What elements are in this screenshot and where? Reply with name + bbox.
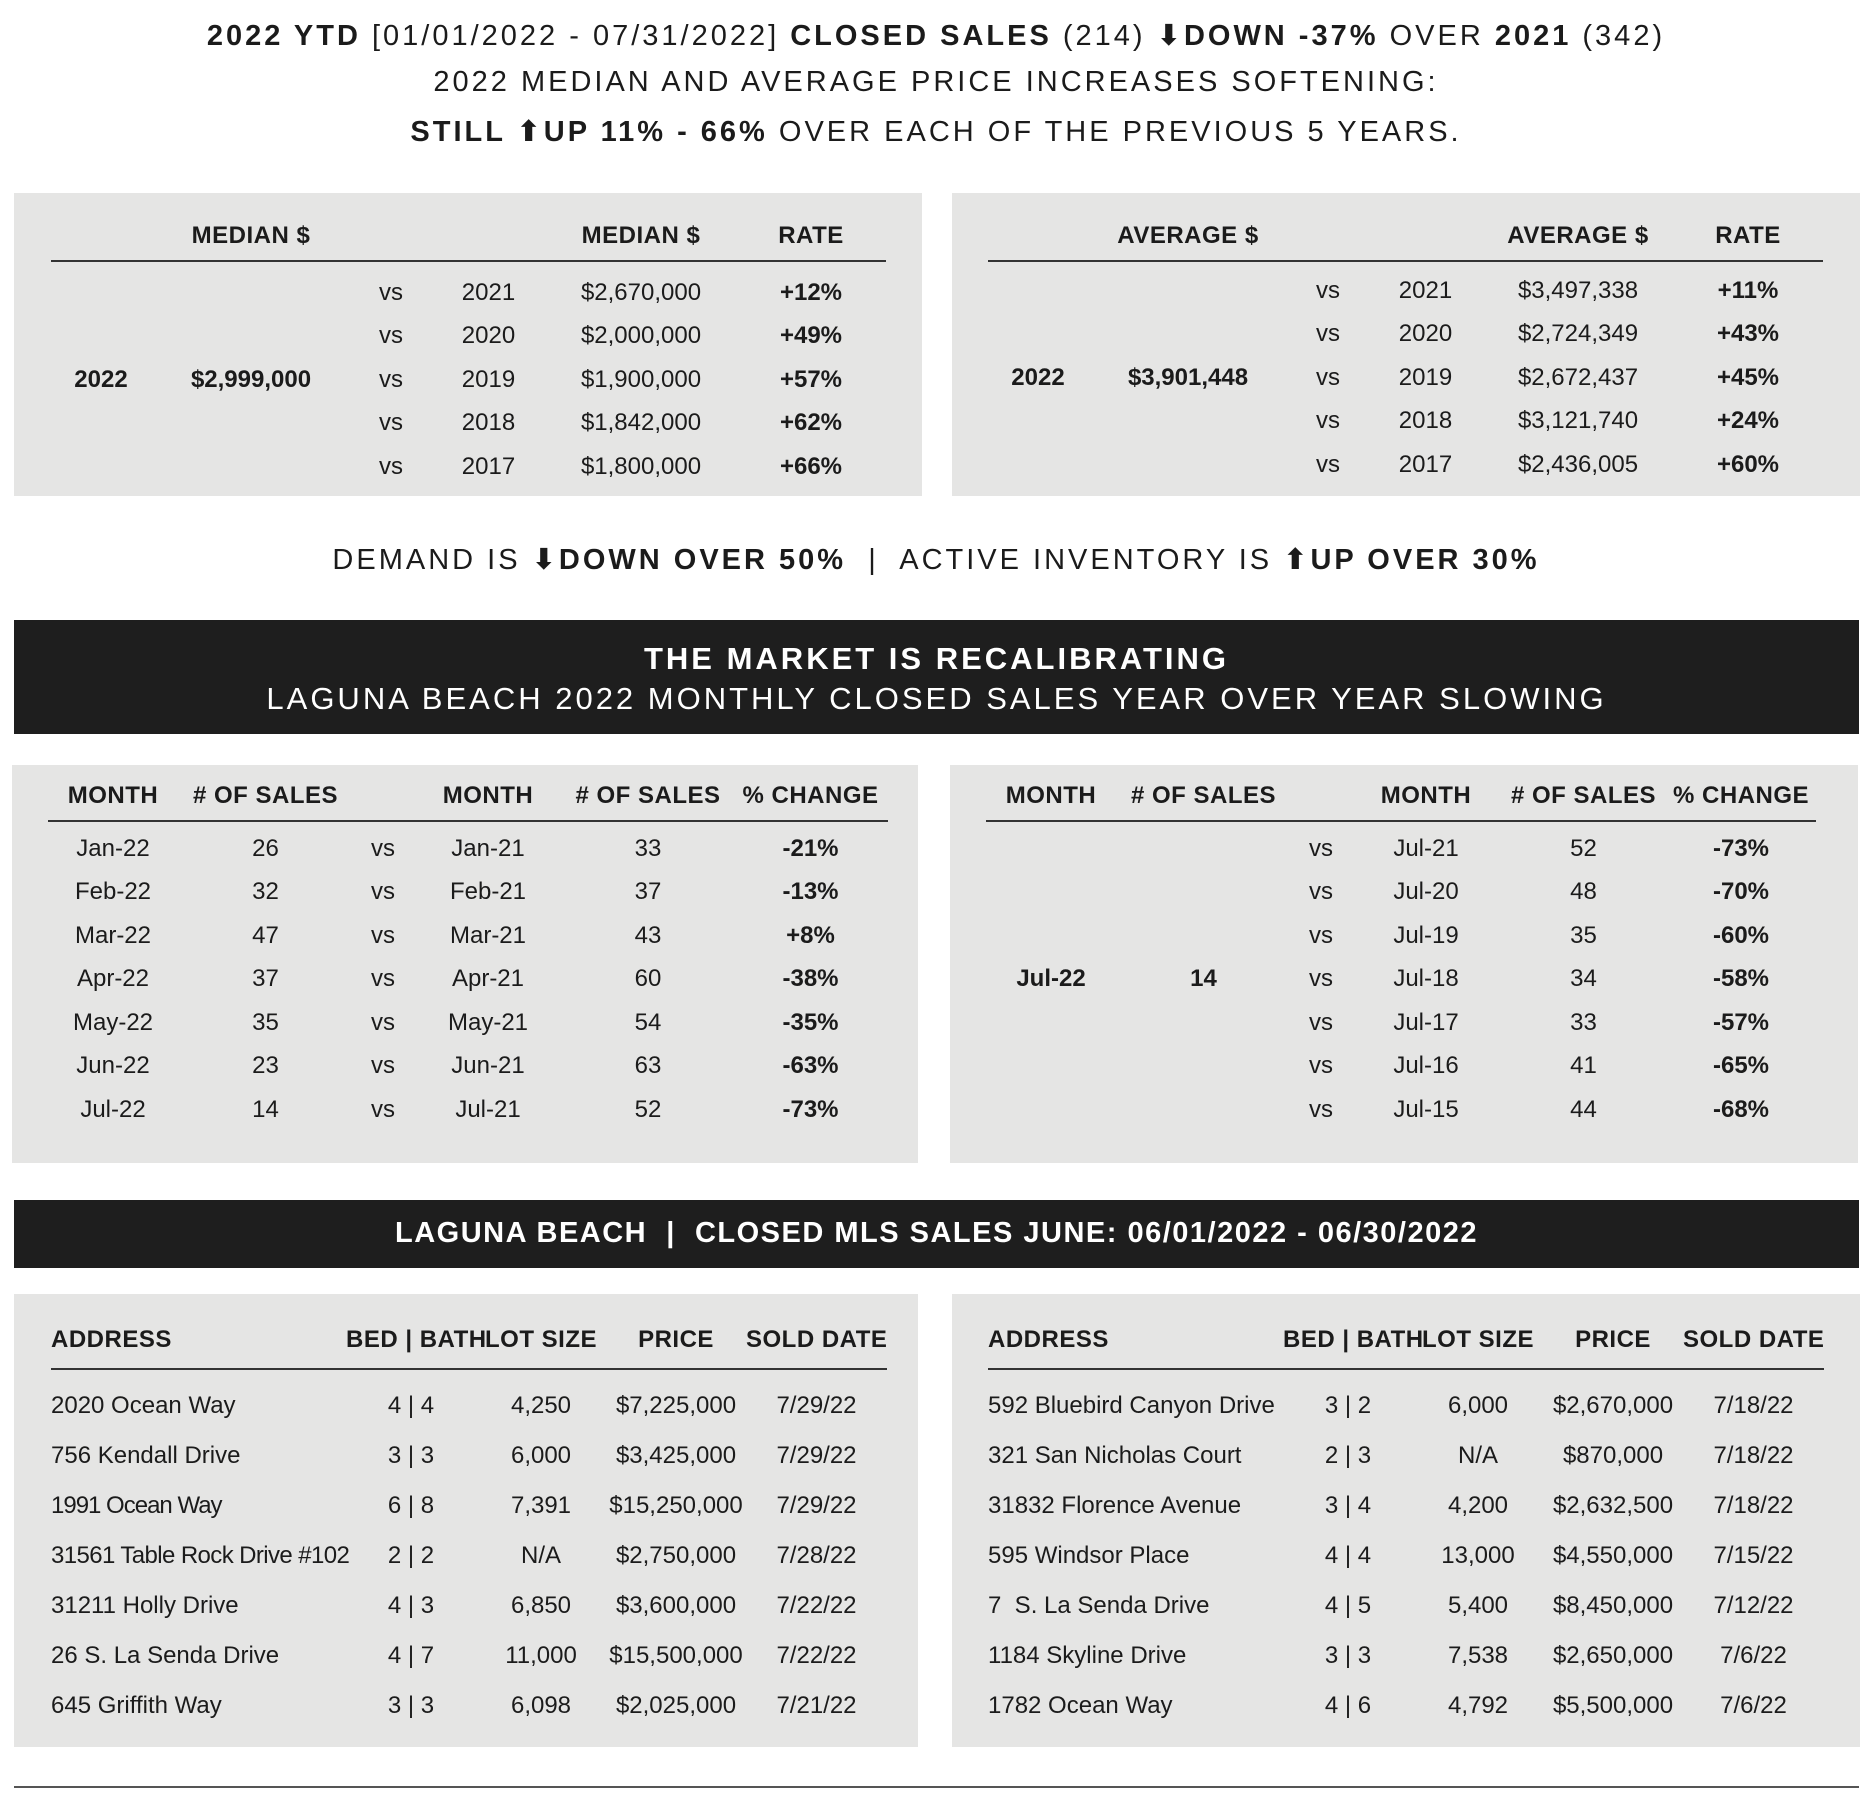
table-row [48, 871, 888, 915]
price: $3,600,000 [615, 1592, 737, 1619]
median-value: $1,900,000 [580, 365, 702, 393]
percent-change: -65% [1712, 1052, 1770, 1080]
sold-date: 7/22/22 [776, 1592, 857, 1619]
sales-table-right [988, 1326, 1824, 1731]
address: 31561 Table Rock Drive #102 [51, 1542, 350, 1569]
sales-left-header-bedbath: BED | BATH [346, 1326, 476, 1369]
prev-sales-count: 60 [634, 965, 662, 993]
prev-month: Jul-20 [1393, 878, 1459, 906]
prev-month: Jul-18 [1393, 965, 1459, 993]
lot-size: 6,000 [1447, 1392, 1509, 1419]
headline-line-3 [0, 114, 1872, 149]
vs: vs [1309, 921, 1333, 949]
bed-bath: 4 | 6 [1324, 1692, 1372, 1719]
median-header-rate: RATE [736, 222, 886, 261]
median-header-vs [351, 222, 431, 261]
median-year: 2019 [461, 365, 516, 393]
sales-count: 32 [252, 878, 279, 906]
median-vs: vs [379, 452, 403, 480]
address: 26 S. La Senda Drive [51, 1642, 280, 1669]
percent-change: -35% [782, 1008, 839, 1036]
percent-change: -57% [1712, 1008, 1770, 1036]
median-vs: vs [379, 322, 403, 350]
sales-right-header-price: PRICE [1543, 1326, 1683, 1369]
average-current-year: 2022 [1011, 363, 1065, 391]
average-header-blank [988, 222, 1088, 261]
bed-bath: 2 | 3 [1324, 1442, 1372, 1469]
table-row [51, 1431, 887, 1481]
sold-date: 7/29/22 [776, 1442, 857, 1469]
headline-line-2: 2022 MEDIAN AND AVERAGE PRICE INCREASES SOFTENING: [433, 66, 1439, 98]
median-header-value: MEDIAN $ [151, 222, 351, 261]
median-header-year [431, 222, 546, 261]
vs: vs [1309, 878, 1333, 906]
median-vs: vs [379, 278, 403, 306]
average-value: $2,672,437 [1517, 363, 1639, 391]
sales-count: 35 [252, 1008, 279, 1036]
percent-change: -58% [1712, 965, 1770, 993]
monthly-header-change: % CHANGE [733, 782, 888, 821]
average-rate: +45% [1716, 363, 1780, 391]
median-header-compare: MEDIAN $ [546, 222, 736, 261]
percent-change: -13% [782, 878, 839, 906]
address: 7 S. La Senda Drive [988, 1592, 1210, 1619]
sold-date: 7/6/22 [1720, 1642, 1787, 1669]
table-row [988, 269, 1823, 313]
average-header-row [988, 222, 1823, 261]
lot-size: 4,250 [510, 1392, 572, 1419]
median-value: $2,670,000 [580, 278, 702, 306]
month: Mar-22 [74, 921, 152, 949]
july-header-row [986, 782, 1816, 821]
lot-size: 11,000 [505, 1642, 577, 1669]
average-header-year [1368, 222, 1483, 261]
sold-date: 7/29/22 [776, 1492, 857, 1519]
lot-size: 6,098 [510, 1692, 572, 1719]
percent-change: -73% [1712, 834, 1770, 862]
prev-sales-count: 43 [634, 921, 662, 949]
price: $2,632,500 [1552, 1492, 1674, 1519]
address: 645 Griffith Way [51, 1692, 222, 1719]
address: 1991 Ocean Way [51, 1492, 222, 1519]
average-value: $2,436,005 [1517, 450, 1639, 478]
vs: vs [1309, 834, 1333, 862]
sold-date: 7/18/22 [1713, 1492, 1794, 1519]
bed-bath: 4 | 4 [387, 1392, 435, 1419]
table-row [51, 271, 886, 315]
prev-month: Feb-21 [449, 878, 527, 906]
average-rate: +43% [1716, 320, 1780, 348]
sales-right-header-bedbath: BED | BATH [1283, 1326, 1413, 1369]
table-row [48, 914, 888, 958]
month: Jan-22 [76, 834, 150, 862]
july-table [986, 782, 1816, 1132]
sold-date: 7/29/22 [776, 1392, 857, 1419]
table-row [988, 1481, 1824, 1531]
bed-bath: 4 | 4 [1324, 1542, 1372, 1569]
table-row [51, 1681, 887, 1731]
bed-bath: 3 | 3 [1324, 1642, 1372, 1669]
july-header-month: MONTH [986, 782, 1116, 821]
address: 31211 Holly Drive [51, 1592, 239, 1619]
address: 595 Windsor Place [988, 1542, 1190, 1569]
average-year: 2020 [1398, 320, 1453, 348]
average-rate: +11% [1717, 276, 1779, 304]
median-value: $2,000,000 [580, 322, 702, 350]
address: 31832 Florence Avenue [988, 1492, 1242, 1519]
prev-sales-count: 33 [1570, 1008, 1597, 1036]
average-year: 2021 [1398, 276, 1453, 304]
month: May-22 [72, 1008, 154, 1036]
headline-line-1 [0, 18, 1872, 53]
closed-sales-banner-title: LAGUNA BEACH | CLOSED MLS SALES JUNE: 06/01/2022 - 06/30/2022 [394, 1217, 1479, 1249]
price: $8,450,000 [1552, 1592, 1674, 1619]
table-row [51, 1531, 887, 1581]
median-year: 2021 [461, 278, 516, 306]
prev-sales-count: 48 [1570, 878, 1597, 906]
sold-date: 7/22/22 [776, 1642, 857, 1669]
sales-table-left [51, 1326, 887, 1731]
average-year: 2017 [1398, 450, 1453, 478]
market-banner-subtitle: LAGUNA BEACH 2022 MONTHLY CLOSED SALES YEAR OVER YEAR SLOWING [266, 681, 1607, 716]
sold-date: 7/21/22 [776, 1692, 857, 1719]
price: $3,425,000 [615, 1442, 737, 1469]
percent-change: -63% [782, 1052, 839, 1080]
prev-month: Apr-21 [451, 965, 525, 993]
sales-right-header-address: ADDRESS [988, 1326, 1283, 1369]
headline-over: OVER [1378, 20, 1495, 52]
sales-count: 26 [252, 834, 279, 862]
monthly-header-row [48, 782, 888, 821]
vs: vs [371, 1008, 395, 1036]
median-rate: +12% [779, 278, 843, 306]
inventory-up: ⬆UP OVER 30% [1283, 544, 1540, 576]
sales-left-header-date: SOLD DATE [746, 1326, 887, 1369]
price: $2,750,000 [615, 1542, 737, 1569]
bed-bath: 3 | 4 [1324, 1492, 1372, 1519]
lot-size: 6,850 [510, 1592, 572, 1619]
month: Jul-22 [80, 1095, 146, 1123]
prev-month: Jul-15 [1393, 1095, 1459, 1123]
price: $15,250,000 [609, 1492, 743, 1519]
sold-date: 7/15/22 [1713, 1542, 1794, 1569]
month: Jun-22 [76, 1052, 150, 1080]
sold-date: 7/18/22 [1713, 1392, 1794, 1419]
table-row [988, 1531, 1824, 1581]
average-year: 2018 [1398, 407, 1453, 435]
prev-sales-count: 52 [1570, 834, 1597, 862]
monthly-header-prev-month: MONTH [413, 782, 563, 821]
table-row [51, 1481, 887, 1531]
prev-month: May-21 [447, 1008, 529, 1036]
vs: vs [371, 878, 395, 906]
address: 1782 Ocean Way [988, 1692, 1173, 1719]
percent-change: -38% [782, 965, 839, 993]
average-header-vs [1288, 222, 1368, 261]
table-row [988, 1681, 1824, 1731]
lot-size: 5,400 [1447, 1592, 1509, 1619]
bed-bath: 3 | 3 [387, 1692, 435, 1719]
table-row [48, 1045, 888, 1089]
vs: vs [371, 834, 395, 862]
month: Apr-22 [76, 965, 150, 993]
headline-previous-years: OVER EACH OF THE PREVIOUS 5 YEARS. [767, 116, 1462, 148]
prev-sales-count: 41 [1570, 1052, 1597, 1080]
bed-bath: 3 | 2 [1324, 1392, 1372, 1419]
bed-bath: 4 | 5 [1324, 1592, 1372, 1619]
headline-count-2021: (342) [1571, 20, 1666, 52]
average-header-compare: AVERAGE $ [1483, 222, 1673, 261]
percent-change: -70% [1712, 878, 1770, 906]
prev-sales-count: 33 [634, 834, 662, 862]
closed-sales-banner [14, 1200, 1859, 1268]
median-year: 2017 [461, 452, 516, 480]
sales-left-header-lot: LOT SIZE [476, 1326, 606, 1369]
price: $2,670,000 [1552, 1392, 1674, 1419]
bed-bath: 3 | 3 [387, 1442, 435, 1469]
prev-month: Mar-21 [449, 921, 527, 949]
average-rate: +60% [1716, 450, 1780, 478]
vs: vs [371, 921, 395, 949]
percent-change: +8% [786, 921, 835, 949]
headline-still-up: STILL ⬆UP 11% - 66% [410, 116, 768, 148]
sold-date: 7/6/22 [1720, 1692, 1787, 1719]
table-row [48, 827, 888, 871]
average-value: $3,121,740 [1517, 407, 1639, 435]
median-value: $1,800,000 [580, 452, 702, 480]
percent-change: -60% [1712, 921, 1770, 949]
median-year: 2020 [461, 322, 516, 350]
july-header-sales: # OF SALES [1116, 782, 1291, 821]
average-vs: vs [1316, 276, 1340, 304]
monthly-header-prev-sales: # OF SALES [563, 782, 733, 821]
headline-closed-sales: CLOSED SALES [790, 20, 1052, 52]
headline-date-range: [01/01/2022 - 07/31/2022] [360, 20, 791, 52]
july-current-sales: 14 [1190, 965, 1217, 993]
lot-size: N/A [520, 1542, 561, 1569]
lot-size: 7,538 [1447, 1642, 1509, 1669]
july-current-month: Jul-22 [1016, 965, 1086, 993]
sales-count: 14 [252, 1095, 279, 1123]
average-vs: vs [1316, 363, 1340, 391]
inventory-label: | ACTIVE INVENTORY IS [846, 544, 1284, 576]
sales-left-header-address: ADDRESS [51, 1326, 346, 1369]
price: $2,650,000 [1552, 1642, 1674, 1669]
bed-bath: 4 | 3 [387, 1592, 435, 1619]
median-table [51, 222, 886, 489]
table-row [48, 958, 888, 1002]
table-row [986, 827, 1816, 871]
bed-bath: 4 | 7 [387, 1642, 435, 1669]
headline-down: ⬇DOWN -37% [1156, 20, 1379, 52]
vs: vs [371, 1095, 395, 1123]
price: $7,225,000 [615, 1392, 737, 1419]
median-current-year: 2022 [74, 365, 128, 393]
price: $2,025,000 [615, 1692, 737, 1719]
prev-month: Jun-21 [451, 1052, 525, 1080]
vs: vs [371, 965, 395, 993]
market-banner [14, 620, 1859, 734]
average-vs: vs [1316, 407, 1340, 435]
july-header-prev-sales: # OF SALES [1501, 782, 1666, 821]
demand-down: ⬇DOWN OVER 50% [531, 544, 847, 576]
prev-sales-count: 54 [634, 1008, 662, 1036]
monthly-header-month: MONTH [48, 782, 178, 821]
address: 756 Kendall Drive [51, 1442, 241, 1469]
median-value: $1,842,000 [580, 409, 702, 437]
lot-size: 6,000 [510, 1442, 572, 1469]
table-row [988, 1381, 1824, 1431]
vs: vs [371, 1052, 395, 1080]
lot-size: 7,391 [510, 1492, 572, 1519]
lot-size: 13,000 [1441, 1542, 1515, 1569]
lot-size: 4,792 [1447, 1692, 1509, 1719]
lot-size: N/A [1457, 1442, 1498, 1469]
july-header-vs [1291, 782, 1351, 821]
median-rate: +62% [779, 409, 843, 437]
table-row [48, 1001, 888, 1045]
address: 1184 Skyline Drive [988, 1642, 1187, 1669]
average-value: $2,724,349 [1517, 320, 1639, 348]
price: $5,500,000 [1552, 1692, 1674, 1719]
price: $870,000 [1562, 1442, 1664, 1469]
market-banner-title: THE MARKET IS RECALIBRATING [643, 641, 1230, 676]
prev-sales-count: 44 [1570, 1095, 1597, 1123]
sold-date: 7/28/22 [776, 1542, 857, 1569]
table-row [988, 1631, 1824, 1681]
median-header-blank [51, 222, 151, 261]
sales-right-header-lot: LOT SIZE [1413, 1326, 1543, 1369]
sales-left-header-row [51, 1326, 887, 1369]
average-header-value: AVERAGE $ [1088, 222, 1288, 261]
sales-right-header-date: SOLD DATE [1683, 1326, 1824, 1369]
median-rate: +49% [779, 322, 843, 350]
median-year: 2018 [461, 409, 516, 437]
price: $15,500,000 [609, 1642, 743, 1669]
prev-month: Jul-21 [455, 1095, 521, 1123]
median-current-value: $2,999,000 [190, 365, 312, 393]
average-current-value: $3,901,448 [1127, 363, 1249, 391]
sales-count: 23 [252, 1052, 279, 1080]
average-header-rate: RATE [1673, 222, 1823, 261]
vs: vs [1309, 965, 1333, 993]
sales-right-header-row [988, 1326, 1824, 1369]
demand-line [0, 542, 1872, 577]
sales-left-header-price: PRICE [606, 1326, 746, 1369]
median-rate: +66% [779, 452, 843, 480]
median-header-row [51, 222, 886, 261]
vs: vs [1309, 1095, 1333, 1123]
average-vs: vs [1316, 450, 1340, 478]
prev-month: Jul-19 [1393, 921, 1459, 949]
percent-change: -21% [782, 834, 839, 862]
july-header-prev-month: MONTH [1351, 782, 1501, 821]
address: 592 Bluebird Canyon Drive [988, 1392, 1275, 1419]
monthly-header-sales: # OF SALES [178, 782, 353, 821]
vs: vs [1309, 1052, 1333, 1080]
table-row [48, 1088, 888, 1132]
prev-sales-count: 37 [634, 878, 662, 906]
average-value: $3,497,338 [1517, 276, 1639, 304]
table-row [51, 1381, 887, 1431]
sales-count: 47 [252, 921, 279, 949]
median-vs: vs [379, 409, 403, 437]
average-table [988, 222, 1823, 487]
price: $4,550,000 [1552, 1542, 1674, 1569]
monthly-table [48, 782, 888, 1132]
median-rate: +57% [779, 365, 843, 393]
sold-date: 7/18/22 [1713, 1442, 1794, 1469]
table-row [51, 1631, 887, 1681]
lot-size: 4,200 [1447, 1492, 1509, 1519]
headline-count-2022: (214) [1051, 20, 1157, 52]
prev-sales-count: 52 [634, 1095, 662, 1123]
sales-count: 37 [252, 965, 279, 993]
percent-change: -68% [1712, 1095, 1770, 1123]
headline-2021: 2021 [1494, 20, 1572, 52]
headline-ytd: 2022 YTD [206, 20, 361, 52]
table-row [51, 1581, 887, 1631]
monthly-header-vs [353, 782, 413, 821]
prev-sales-count: 34 [1570, 965, 1597, 993]
prev-month: Jul-16 [1393, 1052, 1459, 1080]
prev-month: Jul-21 [1393, 834, 1459, 862]
sold-date: 7/12/22 [1713, 1592, 1794, 1619]
address: 2020 Ocean Way [51, 1392, 236, 1419]
average-rate: +24% [1716, 407, 1780, 435]
bottom-divider [14, 1786, 1859, 1788]
bed-bath: 2 | 2 [387, 1542, 435, 1569]
bed-bath: 6 | 8 [387, 1492, 435, 1519]
prev-sales-count: 35 [1570, 921, 1597, 949]
average-year: 2019 [1398, 363, 1453, 391]
address: 321 San Nicholas Court [988, 1442, 1242, 1469]
prev-month: Jan-21 [451, 834, 525, 862]
median-vs: vs [379, 365, 403, 393]
prev-month: Jul-17 [1393, 1008, 1459, 1036]
table-row [988, 1581, 1824, 1631]
july-header-change: % CHANGE [1666, 782, 1816, 821]
average-vs: vs [1316, 320, 1340, 348]
prev-sales-count: 63 [634, 1052, 662, 1080]
table-row [988, 1431, 1824, 1481]
demand-label: DEMAND IS [332, 544, 532, 576]
percent-change: -73% [782, 1095, 839, 1123]
month: Feb-22 [74, 878, 152, 906]
vs: vs [1309, 1008, 1333, 1036]
